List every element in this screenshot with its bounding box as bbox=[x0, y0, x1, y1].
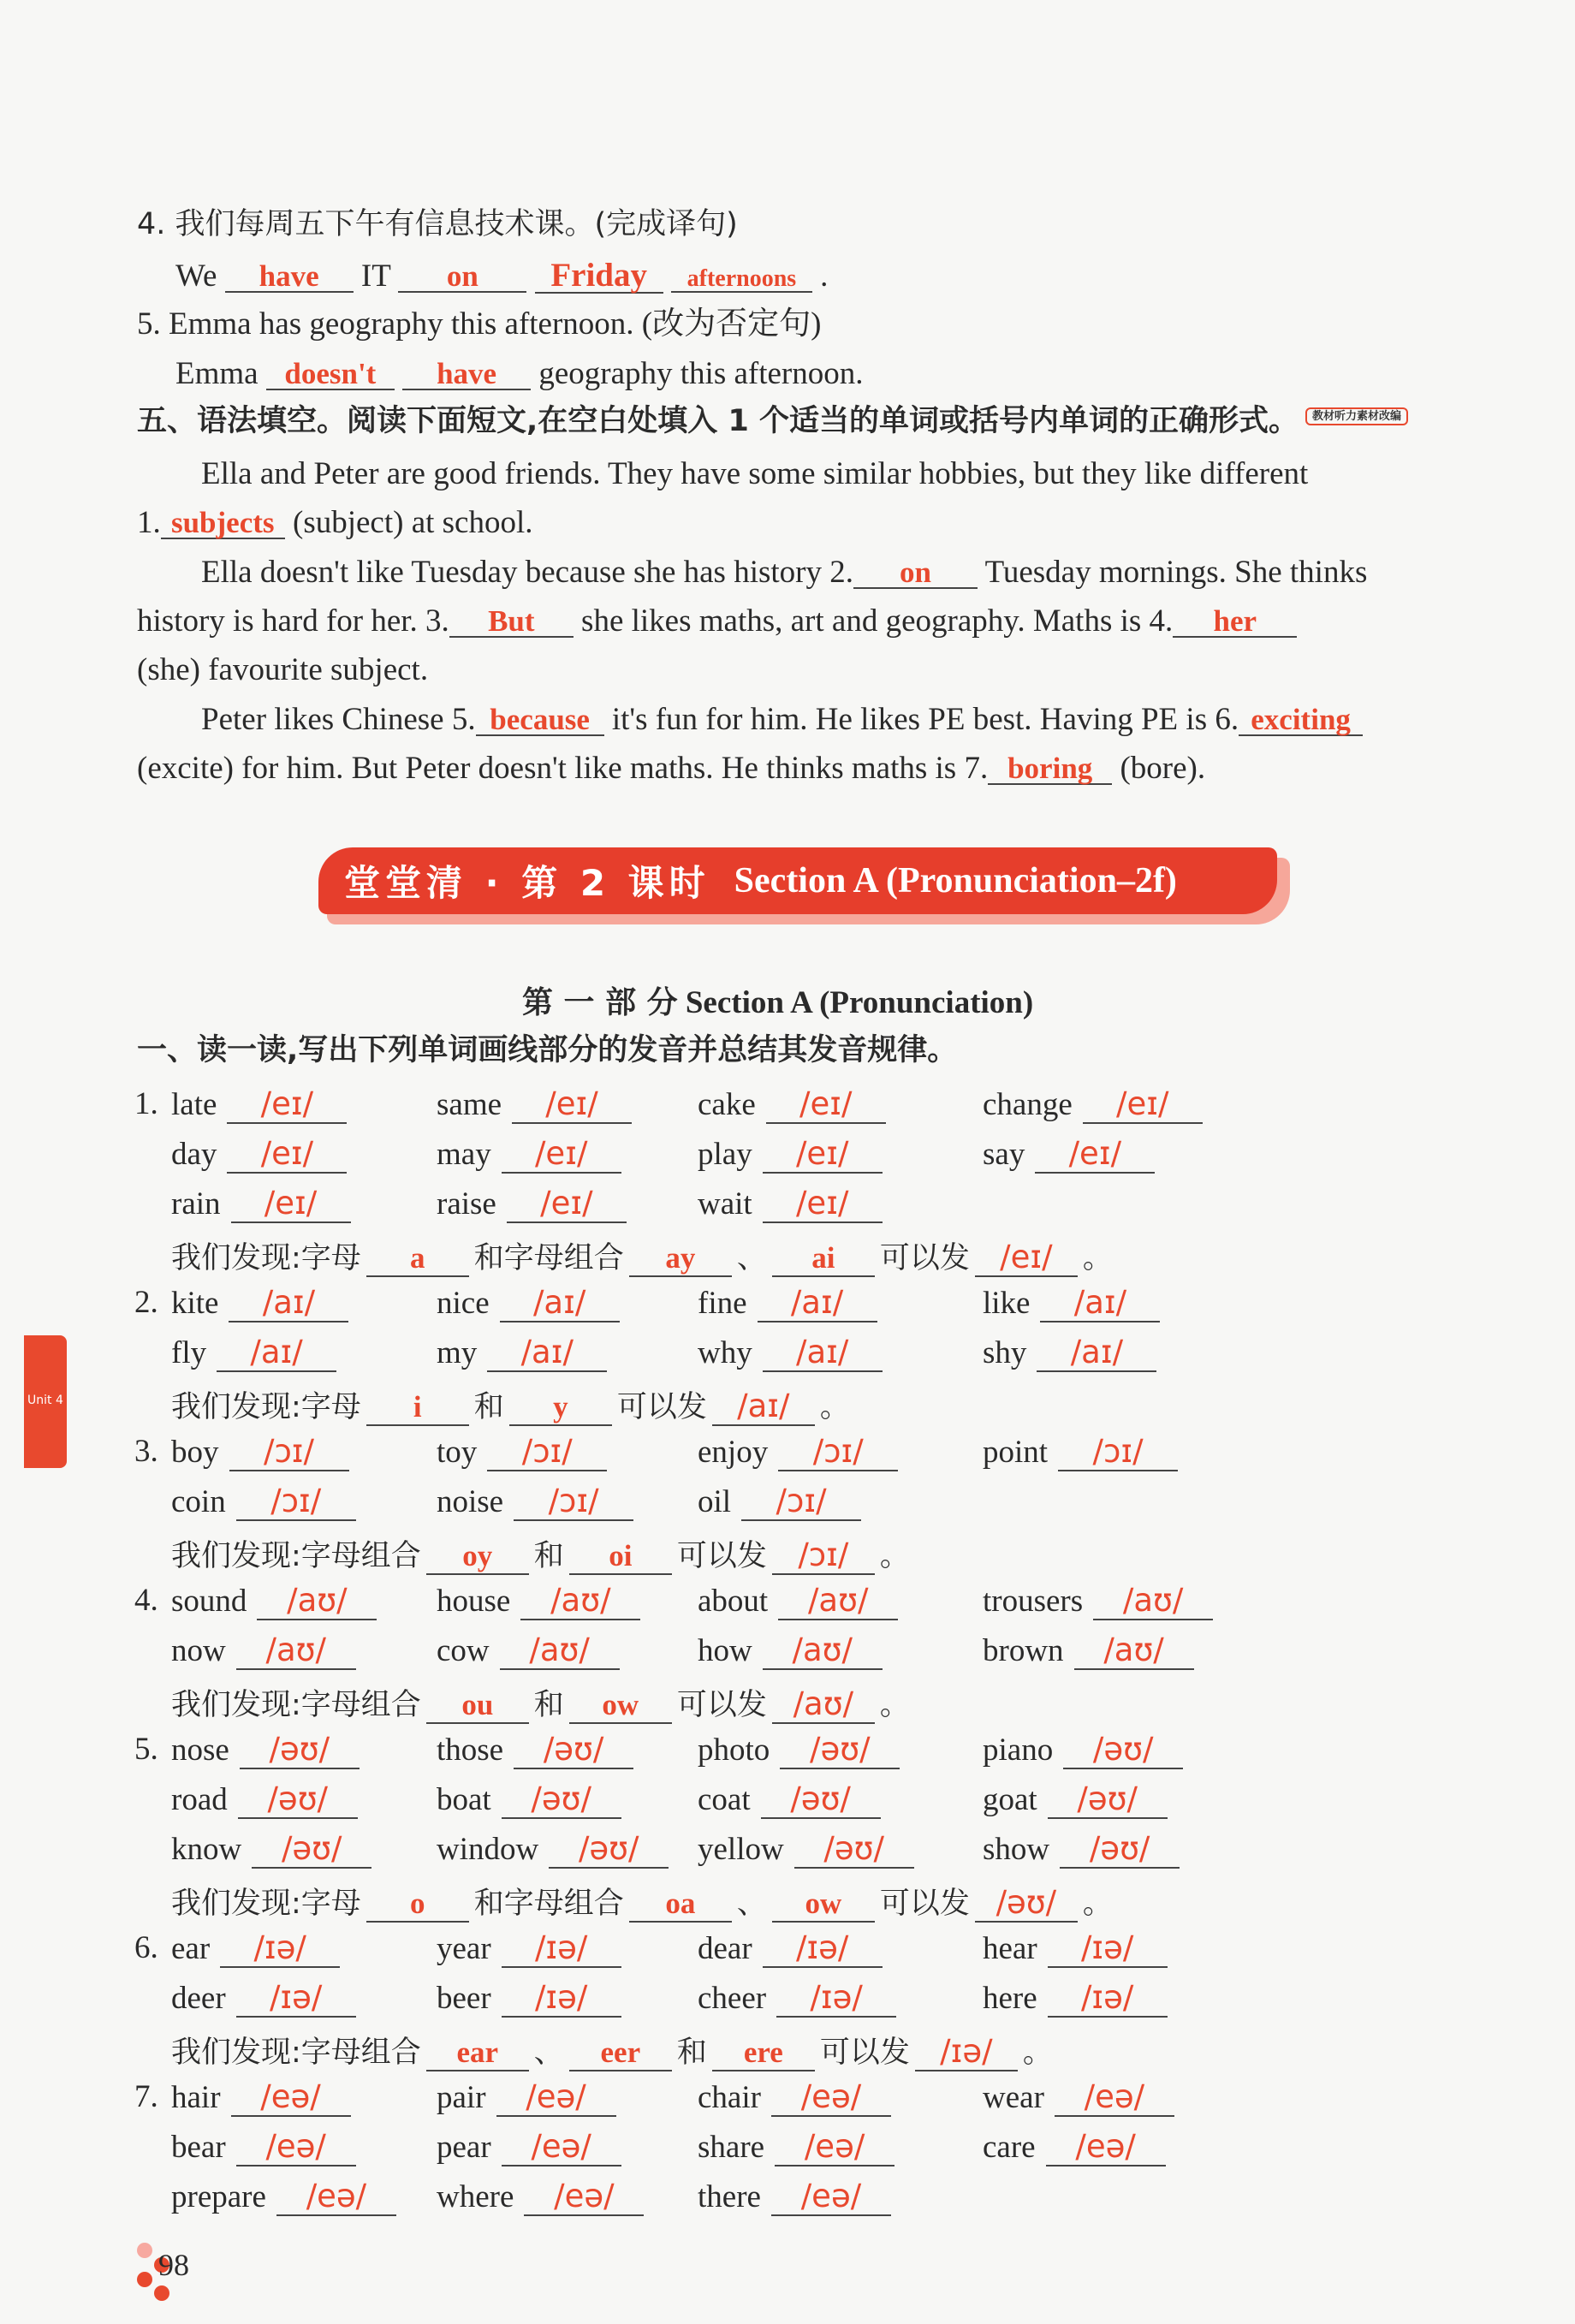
word-item bbox=[698, 1780, 881, 1819]
word-item bbox=[698, 1135, 883, 1174]
summary-text: 和字母组合 bbox=[473, 1887, 624, 1921]
word-text: window bbox=[437, 1832, 539, 1867]
summary-text: 可以发 bbox=[676, 1688, 767, 1722]
word-item bbox=[171, 2178, 396, 2216]
word-text: oil bbox=[698, 1484, 732, 1519]
phonetic-blank: /ɔɪ/ bbox=[236, 1483, 356, 1521]
summary-text: 我们发现:字母 bbox=[171, 1390, 361, 1424]
word-text: piano bbox=[983, 1733, 1054, 1768]
word-item bbox=[437, 1929, 621, 1968]
summary-blank: eer bbox=[569, 2036, 672, 2071]
word-text: cow bbox=[437, 1633, 490, 1668]
blank-6: exciting bbox=[1239, 704, 1363, 736]
phonetic-blank: /əʊ/ bbox=[240, 1731, 360, 1769]
word-text: chair bbox=[698, 2080, 761, 2115]
passage-line-1: Ella and Peter are good friends. They have some similar hobbies, but they like different bbox=[201, 456, 1309, 491]
word-text: enjoy bbox=[698, 1435, 769, 1470]
word-item bbox=[437, 1334, 607, 1372]
phonetic-blank: /ɔɪ/ bbox=[1058, 1433, 1178, 1471]
summary-text: 可以发 bbox=[676, 1539, 767, 1573]
word-item bbox=[437, 2078, 616, 2117]
summary-text: 我们发现:字母 bbox=[171, 1887, 361, 1921]
q4-prompt: 4. 我们每周五下午有信息技术课。(完成译句) bbox=[137, 207, 738, 241]
phonetic-blank: /aɪ/ bbox=[1037, 1334, 1156, 1372]
group-number: 4. bbox=[134, 1583, 158, 1618]
phonetic-blank: /ɪə/ bbox=[220, 1929, 340, 1968]
group-number: 6. bbox=[134, 1930, 158, 1965]
phonetic-blank: /ɪə/ bbox=[1048, 1979, 1168, 2018]
phonetic-blank: /aʊ/ bbox=[236, 1632, 356, 1670]
phonetic-blank: /eə/ bbox=[236, 2128, 356, 2166]
word-item bbox=[983, 1582, 1213, 1620]
phonetic-blank: /eɪ/ bbox=[512, 1085, 632, 1124]
word-text: house bbox=[437, 1584, 511, 1619]
passage-line-7: (excite) for him. But Peter doesn't like maths. He thinks maths is 7. boring (bore). bbox=[137, 751, 1206, 786]
phonetic-blank: /ɔɪ/ bbox=[741, 1483, 861, 1521]
word-text: say bbox=[983, 1137, 1025, 1172]
word-text: point bbox=[983, 1435, 1049, 1470]
word-text: hear bbox=[983, 1931, 1037, 1966]
summary-blank: oy bbox=[426, 1539, 529, 1575]
word-item bbox=[437, 1780, 621, 1819]
summary-text: 、 bbox=[533, 2036, 564, 2070]
word-item bbox=[983, 1929, 1168, 1968]
word-text: may bbox=[437, 1137, 491, 1172]
word-text: coin bbox=[171, 1484, 226, 1519]
phonetic-blank: /eɪ/ bbox=[766, 1085, 886, 1124]
word-item bbox=[437, 1135, 621, 1174]
summary-blank: /ɪə/ bbox=[915, 2033, 1018, 2071]
word-text: raise bbox=[437, 1186, 496, 1221]
word-text: share bbox=[698, 2130, 765, 2165]
word-text: know bbox=[171, 1832, 242, 1867]
word-item bbox=[171, 1135, 347, 1174]
rule-summary bbox=[171, 1880, 1113, 1923]
word-item bbox=[983, 1334, 1156, 1372]
word-item bbox=[437, 1185, 627, 1223]
word-text: care bbox=[983, 2130, 1036, 2165]
phonetic-blank: /ɪə/ bbox=[502, 1979, 621, 2018]
word-item bbox=[437, 1483, 633, 1521]
summary-text: 我们发现:字母组合 bbox=[171, 1539, 421, 1573]
q4-blank-2: on bbox=[398, 261, 526, 293]
summary-blank: /ɔɪ/ bbox=[772, 1536, 875, 1575]
phonetic-blank: /ɔɪ/ bbox=[487, 1433, 607, 1471]
summary-blank: /əʊ/ bbox=[975, 1884, 1078, 1923]
word-text: pair bbox=[437, 2080, 486, 2115]
summary-blank: ow bbox=[772, 1887, 875, 1923]
phonetic-blank: /aʊ/ bbox=[763, 1632, 883, 1670]
word-text: same bbox=[437, 1087, 502, 1122]
word-text: kite bbox=[171, 1286, 219, 1321]
word-text: where bbox=[437, 2179, 514, 2214]
summary-text: 和 bbox=[533, 1688, 564, 1722]
hex-decoration bbox=[137, 2272, 152, 2287]
word-text: noise bbox=[437, 1484, 504, 1519]
word-text: day bbox=[171, 1137, 217, 1172]
hex-decoration bbox=[154, 2285, 169, 2301]
word-item bbox=[698, 1284, 877, 1322]
word-text: rain bbox=[171, 1186, 221, 1221]
q5-blank-2: have bbox=[402, 359, 531, 390]
word-text: prepare bbox=[171, 2179, 266, 2214]
summary-text: 可以发 bbox=[879, 1241, 970, 1275]
rule-summary bbox=[171, 1681, 910, 1724]
word-text: why bbox=[698, 1335, 752, 1370]
word-text: year bbox=[437, 1931, 491, 1966]
word-text: bear bbox=[171, 2130, 226, 2165]
word-text: road bbox=[171, 1782, 228, 1817]
phonetic-blank: /əʊ/ bbox=[1060, 1830, 1180, 1869]
word-text: fine bbox=[698, 1286, 747, 1321]
word-item bbox=[983, 1085, 1203, 1124]
word-text: photo bbox=[698, 1733, 770, 1768]
word-text: brown bbox=[983, 1633, 1064, 1668]
word-item bbox=[983, 1135, 1155, 1174]
banner-title-cjk: 堂堂清 · 第 2 课时 bbox=[344, 862, 710, 904]
blank-4: her bbox=[1173, 606, 1297, 638]
summary-blank: /eɪ/ bbox=[975, 1239, 1078, 1277]
summary-blank: ere bbox=[712, 2036, 815, 2071]
phonetic-blank: /eɪ/ bbox=[1083, 1085, 1203, 1124]
word-item bbox=[171, 1582, 377, 1620]
word-item bbox=[437, 1085, 632, 1124]
passage-line-5: (she) favourite subject. bbox=[137, 652, 429, 687]
phonetic-blank: /eə/ bbox=[524, 2178, 644, 2216]
q4-blank-4: afternoons bbox=[671, 267, 812, 293]
word-item bbox=[171, 1830, 371, 1869]
word-text: my bbox=[437, 1335, 478, 1370]
q4-answer-line: We have IT on Friday afternoons . bbox=[175, 257, 829, 294]
phonetic-blank: /ɔɪ/ bbox=[229, 1433, 349, 1471]
word-item bbox=[983, 1780, 1168, 1819]
word-item bbox=[437, 1731, 633, 1769]
word-item bbox=[698, 1731, 900, 1769]
phonetic-blank: /əʊ/ bbox=[780, 1731, 900, 1769]
word-text: coat bbox=[698, 1782, 751, 1817]
word-text: hair bbox=[171, 2080, 221, 2115]
word-text: ear bbox=[171, 1931, 211, 1966]
word-text: trousers bbox=[983, 1584, 1084, 1619]
lesson-banner bbox=[318, 847, 1290, 923]
phonetic-blank: /aɪ/ bbox=[487, 1334, 607, 1372]
summary-blank: oa bbox=[629, 1887, 732, 1923]
summary-text: 我们发现:字母组合 bbox=[171, 2036, 421, 2070]
group-number: 3. bbox=[134, 1434, 158, 1469]
word-item bbox=[437, 2178, 644, 2216]
rule-summary bbox=[171, 2029, 1053, 2071]
phonetic-blank: /aʊ/ bbox=[257, 1582, 377, 1620]
word-item bbox=[983, 1731, 1183, 1769]
summary-blank: ear bbox=[426, 2036, 529, 2071]
word-text: boy bbox=[171, 1435, 219, 1470]
word-text: about bbox=[698, 1584, 769, 1619]
phonetic-blank: /eə/ bbox=[1055, 2078, 1174, 2117]
word-text: change bbox=[983, 1087, 1073, 1122]
phonetic-blank: /aɪ/ bbox=[229, 1284, 348, 1322]
word-item bbox=[698, 1085, 886, 1124]
phonetic-blank: /əʊ/ bbox=[794, 1830, 914, 1869]
summary-text: 。 bbox=[1022, 2036, 1053, 2070]
q4-blank-3: Friday bbox=[535, 259, 663, 294]
phonetic-blank: /eə/ bbox=[502, 2128, 621, 2166]
summary-text: 和 bbox=[533, 1539, 564, 1573]
word-item bbox=[698, 2178, 891, 2216]
phonetic-blank: /aɪ/ bbox=[217, 1334, 336, 1372]
summary-blank: ai bbox=[772, 1241, 875, 1277]
word-item bbox=[171, 1334, 336, 1372]
phonetic-blank: /əʊ/ bbox=[549, 1830, 669, 1869]
phonetic-blank: /aɪ/ bbox=[758, 1284, 877, 1322]
word-item bbox=[698, 1632, 883, 1670]
phonetic-blank: /aʊ/ bbox=[778, 1582, 898, 1620]
word-item bbox=[171, 1979, 356, 2018]
phonetic-blank: /eə/ bbox=[231, 2078, 351, 2117]
blank-5: because bbox=[476, 704, 604, 736]
phonetic-blank: /aʊ/ bbox=[500, 1632, 620, 1670]
summary-blank: oi bbox=[569, 1539, 672, 1575]
word-item bbox=[171, 1185, 351, 1223]
word-item bbox=[171, 1483, 356, 1521]
phonetic-blank: /ɪə/ bbox=[776, 1979, 896, 2018]
phonetic-blank: /eɪ/ bbox=[763, 1135, 883, 1174]
word-item bbox=[983, 2128, 1166, 2166]
word-text: those bbox=[437, 1733, 504, 1768]
passage-line-6: Peter likes Chinese 5. because it's fun for him. He likes PE best. Having PE is 6. exciting bbox=[201, 704, 1363, 736]
word-text: goat bbox=[983, 1782, 1037, 1817]
phonetic-blank: /eɪ/ bbox=[763, 1185, 883, 1223]
phonetic-blank: /ɪə/ bbox=[502, 1929, 621, 1968]
summary-blank: o bbox=[366, 1887, 469, 1923]
phonetic-blank: /əʊ/ bbox=[252, 1830, 371, 1869]
word-item bbox=[983, 1433, 1178, 1471]
phonetic-blank: /ɪə/ bbox=[236, 1979, 356, 2018]
word-text: deer bbox=[171, 1981, 226, 2016]
summary-text: 。 bbox=[879, 1688, 910, 1722]
blank-1: subjects bbox=[161, 508, 285, 539]
word-text: show bbox=[983, 1832, 1050, 1867]
q5-blank-1: doesn't bbox=[266, 359, 395, 390]
summary-text: 、 bbox=[736, 1887, 767, 1921]
word-item bbox=[437, 1582, 640, 1620]
phonetic-blank: /eə/ bbox=[496, 2078, 616, 2117]
summary-text: 我们发现:字母 bbox=[171, 1241, 361, 1275]
word-text: wait bbox=[698, 1186, 752, 1221]
q5-prompt: 5. Emma has geography this afternoon. (改为否定句) bbox=[137, 306, 822, 342]
word-item bbox=[698, 1334, 883, 1372]
phonetic-blank: /eə/ bbox=[1046, 2128, 1166, 2166]
word-item bbox=[171, 1085, 347, 1124]
word-item bbox=[171, 1284, 348, 1322]
passage-line-3: Ella doesn't like Tuesday because she has history 2. on Tuesday mornings. She thinks bbox=[201, 555, 1368, 590]
word-text: there bbox=[698, 2179, 761, 2214]
summary-text: 。 bbox=[819, 1390, 850, 1424]
q4-blank-1: have bbox=[225, 261, 354, 293]
word-text: dear bbox=[698, 1931, 752, 1966]
word-text: boat bbox=[437, 1782, 491, 1817]
summary-text: 。 bbox=[1082, 1887, 1113, 1921]
phonetic-blank: /aɪ/ bbox=[763, 1334, 883, 1372]
summary-blank: ou bbox=[426, 1688, 529, 1724]
word-text: nice bbox=[437, 1286, 490, 1321]
word-item bbox=[698, 1979, 896, 2018]
word-item bbox=[437, 1979, 621, 2018]
word-text: beer bbox=[437, 1981, 491, 2016]
summary-text: 。 bbox=[1082, 1241, 1113, 1275]
phonetic-blank: /aʊ/ bbox=[520, 1582, 640, 1620]
word-item bbox=[437, 1284, 620, 1322]
word-item bbox=[983, 1830, 1180, 1869]
passage-line-4: history is hard for her. 3. But she likes maths, art and geography. Maths is 4. her bbox=[137, 605, 1297, 638]
word-text: how bbox=[698, 1633, 752, 1668]
summary-text: 和字母组合 bbox=[473, 1241, 624, 1275]
word-text: nose bbox=[171, 1733, 229, 1768]
word-text: shy bbox=[983, 1335, 1027, 1370]
word-item bbox=[983, 1284, 1160, 1322]
phonetic-blank: /eə/ bbox=[771, 2078, 891, 2117]
word-text: cheer bbox=[698, 1981, 767, 2016]
phonetic-blank: /eə/ bbox=[771, 2178, 891, 2216]
phonetic-blank: /əʊ/ bbox=[238, 1780, 358, 1819]
word-text: play bbox=[698, 1137, 752, 1172]
phonetic-blank: /ɔɪ/ bbox=[778, 1433, 898, 1471]
summary-blank: i bbox=[366, 1390, 469, 1426]
word-item bbox=[171, 1731, 360, 1769]
phonetic-blank: /eɪ/ bbox=[227, 1085, 347, 1124]
summary-blank: ay bbox=[629, 1241, 732, 1277]
word-text: now bbox=[171, 1633, 226, 1668]
phonetic-blank: /ɔɪ/ bbox=[514, 1483, 633, 1521]
word-text: late bbox=[171, 1087, 217, 1122]
phonetic-blank: /eɪ/ bbox=[231, 1185, 351, 1223]
phonetic-blank: /eə/ bbox=[775, 2128, 894, 2166]
hex-decoration bbox=[137, 2243, 152, 2258]
q5-answer-line: Emma doesn't have geography this afternoon. bbox=[175, 356, 864, 391]
word-item bbox=[437, 1632, 620, 1670]
summary-blank: a bbox=[366, 1241, 469, 1277]
phonetic-blank: /eɪ/ bbox=[1035, 1135, 1155, 1174]
passage-line-2: 1. subjects (subject) at school. bbox=[137, 505, 533, 540]
banner-title-en: Section A (Pronunciation–2f) bbox=[734, 861, 1177, 900]
phonetic-blank: /aʊ/ bbox=[1093, 1582, 1213, 1620]
phonetic-blank: /ɪə/ bbox=[1048, 1929, 1168, 1968]
word-text: like bbox=[983, 1286, 1031, 1321]
word-item bbox=[171, 2078, 351, 2117]
word-text: fly bbox=[171, 1335, 207, 1370]
word-item bbox=[983, 2078, 1174, 2117]
word-item bbox=[698, 2078, 891, 2117]
summary-text: 我们发现:字母组合 bbox=[171, 1688, 421, 1722]
group-number: 2. bbox=[134, 1285, 158, 1320]
word-text: yellow bbox=[698, 1832, 784, 1867]
word-text: sound bbox=[171, 1584, 247, 1619]
phonetic-blank: /əʊ/ bbox=[514, 1731, 633, 1769]
section5-heading: 五、语法填空。阅读下面短文,在空白处填入 1 个适当的单词或括号内单词的正确形式。 教材听力素材改编 bbox=[137, 407, 1408, 437]
phonetic-blank: /ɪə/ bbox=[763, 1929, 883, 1968]
word-text: pear bbox=[437, 2130, 491, 2165]
word-item bbox=[698, 1185, 883, 1223]
word-item bbox=[698, 1433, 898, 1471]
phonetic-blank: /eɪ/ bbox=[502, 1135, 621, 1174]
word-item bbox=[698, 1483, 861, 1521]
summary-text: 、 bbox=[736, 1241, 767, 1275]
phonetic-blank: /eɪ/ bbox=[507, 1185, 627, 1223]
summary-text: 和 bbox=[473, 1390, 504, 1424]
word-item bbox=[171, 1929, 340, 1968]
word-item bbox=[171, 1433, 349, 1471]
word-item bbox=[437, 1830, 669, 1869]
word-item bbox=[437, 1433, 607, 1471]
group-number: 7. bbox=[134, 2079, 158, 2114]
phonetic-blank: /aɪ/ bbox=[500, 1284, 620, 1322]
blank-3: But bbox=[449, 606, 574, 638]
word-text: wear bbox=[983, 2080, 1044, 2115]
rule-summary bbox=[171, 1532, 910, 1575]
summary-text: 可以发 bbox=[819, 2036, 910, 2070]
summary-text: 可以发 bbox=[616, 1390, 707, 1424]
word-item bbox=[698, 1582, 898, 1620]
phonetic-blank: /eɪ/ bbox=[227, 1135, 347, 1174]
phonetic-blank: /eə/ bbox=[276, 2178, 396, 2216]
rule-summary bbox=[171, 1383, 850, 1426]
word-item bbox=[171, 1632, 356, 1670]
page-number: 98 bbox=[158, 2248, 189, 2282]
word-item bbox=[171, 2128, 356, 2166]
word-item bbox=[171, 1780, 358, 1819]
blank-2: on bbox=[853, 557, 978, 589]
summary-blank: ow bbox=[569, 1688, 672, 1724]
summary-blank: /aʊ/ bbox=[772, 1685, 875, 1724]
summary-text: 。 bbox=[879, 1539, 910, 1573]
word-item bbox=[698, 1929, 883, 1968]
summary-text: 和 bbox=[676, 2036, 707, 2070]
summary-text: 可以发 bbox=[879, 1887, 970, 1921]
summary-blank: /aɪ/ bbox=[712, 1388, 815, 1426]
source-tag: 教材听力素材改编 bbox=[1305, 407, 1408, 425]
word-item bbox=[698, 2128, 894, 2166]
word-text: cake bbox=[698, 1087, 756, 1122]
phonetic-blank: /əʊ/ bbox=[761, 1780, 881, 1819]
part1-title: 第 一 部 分 Section A (Pronunciation) bbox=[522, 985, 1034, 1020]
group-number: 1. bbox=[134, 1086, 158, 1121]
unit-side-tab: Unit 4 bbox=[24, 1335, 67, 1468]
word-item bbox=[437, 2128, 621, 2166]
word-text: here bbox=[983, 1981, 1037, 2016]
phonetic-blank: /əʊ/ bbox=[1063, 1731, 1183, 1769]
blank-7: boring bbox=[988, 753, 1112, 785]
phonetic-blank: /əʊ/ bbox=[1048, 1780, 1168, 1819]
phonetic-blank: /əʊ/ bbox=[502, 1780, 621, 1819]
word-item bbox=[983, 1632, 1194, 1670]
summary-blank: y bbox=[509, 1390, 612, 1426]
word-item bbox=[698, 1830, 914, 1869]
rule-summary bbox=[171, 1234, 1113, 1277]
group-number: 5. bbox=[134, 1732, 158, 1767]
phonetic-blank: /aʊ/ bbox=[1074, 1632, 1194, 1670]
part1-instruction: 一、读一读,写出下列单词画线部分的发音并总结其发音规律。 bbox=[137, 1033, 958, 1067]
word-item bbox=[983, 1979, 1168, 2018]
phonetic-blank: /aɪ/ bbox=[1040, 1284, 1160, 1322]
word-text: toy bbox=[437, 1435, 478, 1470]
